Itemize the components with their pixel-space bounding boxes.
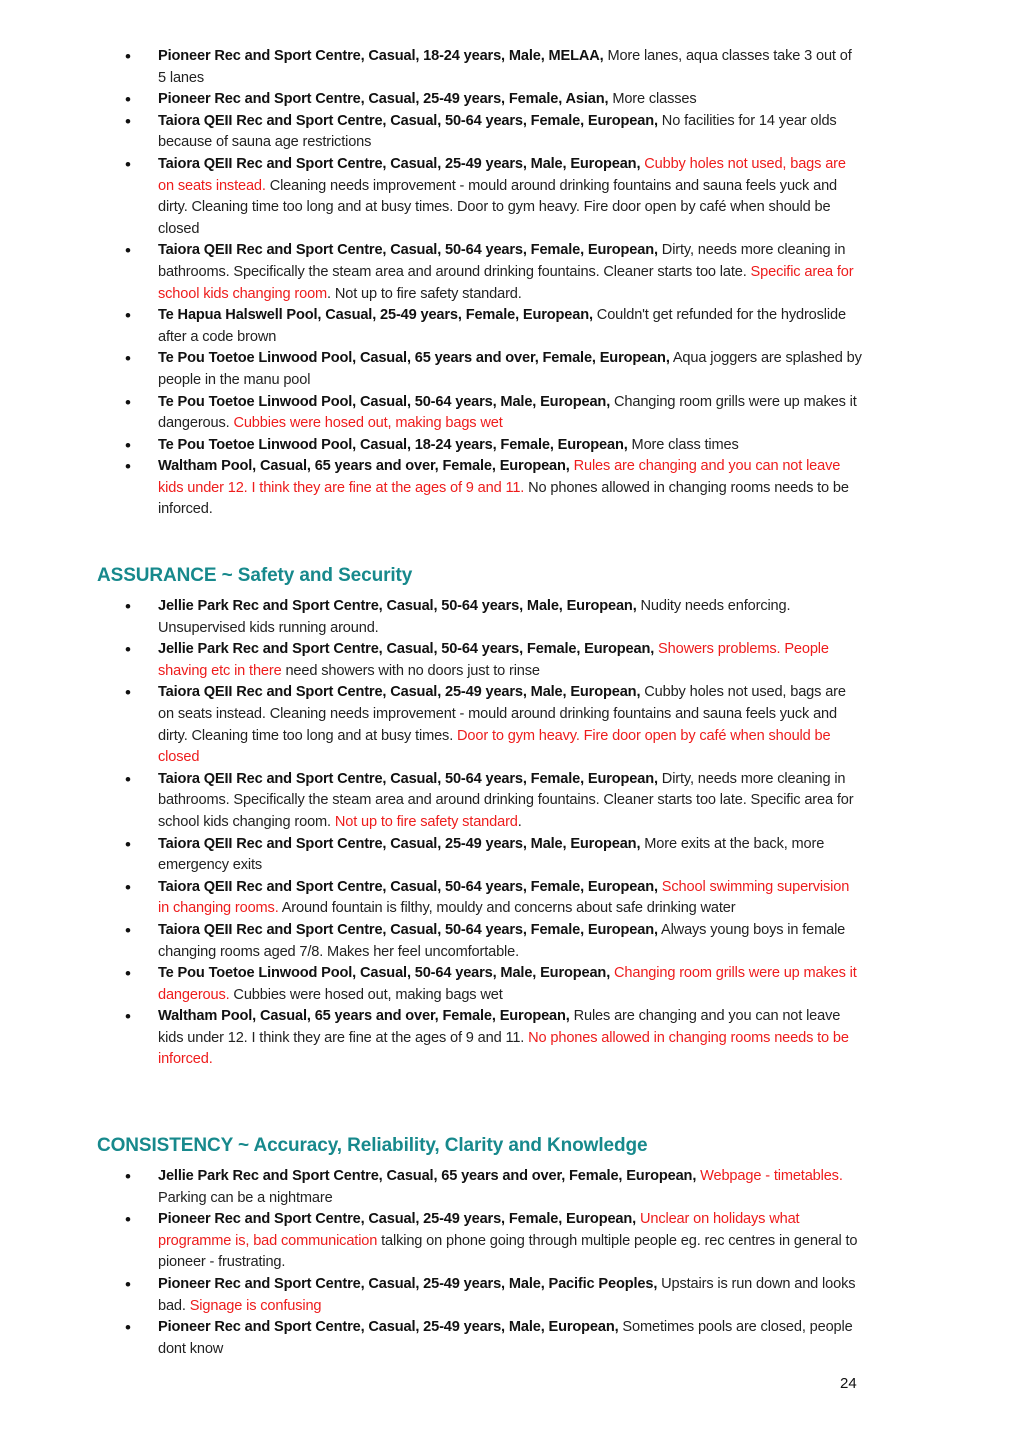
section-heading-assurance: ASSURANCE ~ Safety and Security [97, 565, 413, 586]
respondent-label: Te Hapua Halswell Pool, Casual, 25-49 years, Female, European, [158, 307, 593, 324]
list-item [125, 639, 863, 682]
list-item [125, 1166, 863, 1209]
comment-text: . [517, 813, 522, 830]
comment-text: Couldn't get refunded for the hydroslide after a code brown [158, 307, 846, 345]
respondent-label: Pioneer Rec and Sport Centre, Casual, 25-49 years, Male, European, [158, 1319, 619, 1336]
respondent-label: Taiora QEII Rec and Sport Centre, Casual, 50-64 years, Female, European, [158, 112, 658, 129]
list-item [125, 769, 863, 834]
respondent-label: Taiora QEII Rec and Sport Centre, Casual, 25-49 years, Male, European, [158, 155, 641, 172]
respondent-label: Jellie Park Rec and Sport Centre, Casual, 50-64 years, Male, European, [158, 598, 637, 614]
list-item [125, 456, 863, 521]
highlighted-comment: School swimming supervision in changing rooms. [158, 878, 850, 917]
comment-text: Sometimes pools are closed, people dont know [158, 1319, 853, 1357]
highlighted-comment: Changing room grills were up makes it dangerous. [158, 965, 857, 1003]
comment-text: Upstairs is run down and looks bad. [158, 1275, 856, 1314]
comment-text: talking on phone going through multiple people eg. rec centres in general to pioneer - frustrating. [158, 1232, 858, 1271]
respondent-label: Taiora QEII Rec and Sport Centre, Casual, 50-64 years, Female, European, [158, 770, 658, 787]
respondent-label: Pioneer Rec and Sport Centre, Casual, 18-24 years, Male, MELAA, [158, 48, 604, 64]
highlighted-comment: Signage is confusing [189, 1297, 322, 1314]
comment-text: Rules are changing and you can not leave kids under 12. I think they are fine at the ages of 9 and 11. [158, 1008, 841, 1046]
highlighted-comment: Showers problems. People shaving etc in there [158, 641, 829, 679]
highlighted-comment: Cubby holes not used, bags are on seats instead. [158, 155, 846, 194]
highlighted-comment: Rules are changing and you can not leave kids under 12. I think they are fine at the ages of 9 and 11. [158, 458, 841, 496]
section-heading-consistency: CONSISTENCY ~ Accuracy, Reliability, Clarity and Knowledge [97, 1135, 648, 1156]
list-item [125, 89, 863, 111]
comment-text: Cleaning needs improvement - mould around drinking fountains and sauna feels yuck and dirty. Cleaning time too long and at busy times. Door to gym heavy. Fire door open by café when should be closed [158, 177, 838, 237]
list-item [125, 154, 863, 240]
respondent-label: Taiora QEII Rec and Sport Centre, Casual, 50-64 years, Female, European, [158, 921, 658, 938]
comment-text: More exits at the back, more emergency exits [158, 835, 825, 874]
comment-text: More lanes, aqua classes take 3 out of 5 lanes [158, 48, 852, 86]
highlighted-comment: Door to gym heavy. Fire door open by café when should be closed [158, 727, 831, 766]
comment-text: Aqua joggers are splashed by people in the manu pool [158, 350, 862, 388]
list-item [125, 1317, 863, 1360]
respondent-label: Taiora QEII Rec and Sport Centre, Casual, 50-64 years, Female, European, [158, 878, 658, 895]
list-item [125, 435, 863, 457]
list-item [125, 1006, 863, 1071]
feedback-list-assurance [125, 596, 863, 1071]
list-item [125, 111, 863, 154]
list-item [125, 877, 863, 920]
list-item [125, 596, 863, 639]
list-item [125, 348, 863, 391]
list-item [125, 963, 863, 1006]
comment-text: Changing room grills were up makes it dangerous. [158, 393, 857, 432]
respondent-label: Waltham Pool, Casual, 65 years and over, Female, European, [158, 458, 570, 475]
feedback-list-consistency [125, 1166, 863, 1360]
comment-text: need showers with no doors just to rinse [281, 662, 540, 679]
comment-text: Always young boys in female changing rooms aged 7/8. Makes her feel uncomfortable. [158, 921, 846, 960]
respondent-label: Jellie Park Rec and Sport Centre, Casual, 50-64 years, Female, European, [158, 641, 655, 658]
respondent-label: Te Pou Toetoe Linwood Pool, Casual, 18-24 years, Female, European, [158, 436, 628, 453]
list-item [125, 392, 863, 435]
respondent-label: Te Pou Toetoe Linwood Pool, Casual, 50-64 years, Male, European, [158, 965, 611, 982]
comment-text: No facilities for 14 year olds because of sauna age restrictions [158, 112, 837, 151]
respondent-label: Taiora QEII Rec and Sport Centre, Casual, 25-49 years, Male, European, [158, 684, 641, 701]
highlighted-comment: Unclear on holidays what programme is, bad communication [158, 1211, 800, 1249]
comment-text: No phones allowed in changing rooms needs to be inforced. [158, 479, 849, 518]
respondent-label: Te Pou Toetoe Linwood Pool, Casual, 65 years and over, Female, European, [158, 350, 670, 367]
comment-text: Parking can be a nightmare [158, 1189, 333, 1206]
respondent-label: Jellie Park Rec and Sport Centre, Casual, 65 years and over, Female, European, [158, 1168, 697, 1184]
highlighted-comment: No phones allowed in changing rooms needs to be inforced. [158, 1029, 849, 1068]
list-item [125, 305, 863, 348]
comment-text: . Not up to fire safety standard. [327, 285, 522, 302]
respondent-label: Taiora QEII Rec and Sport Centre, Casual, 50-64 years, Female, European, [158, 242, 658, 259]
highlighted-comment: Specific area for school kids changing room [158, 263, 854, 302]
comment-text: Nudity needs enforcing. Unsupervised kids running around. [158, 598, 791, 636]
list-item [125, 46, 863, 89]
respondent-label: Taiora QEII Rec and Sport Centre, Casual, 25-49 years, Male, European, [158, 835, 641, 852]
respondent-label: Waltham Pool, Casual, 65 years and over, Female, European, [158, 1008, 570, 1025]
list-item [125, 920, 863, 963]
comment-text: Dirty, needs more cleaning in bathrooms. Specifically the steam area and around drinking fountains. Cleaner starts too late. [158, 242, 846, 280]
highlighted-comment: Cubbies were hosed out, making bags wet [233, 415, 503, 432]
highlighted-comment: Not up to fire safety standard [334, 813, 518, 830]
comment-text: Cubbies were hosed out, making bags wet [229, 986, 503, 1003]
list-item [125, 682, 863, 768]
list-item [125, 1209, 863, 1274]
respondent-label: Pioneer Rec and Sport Centre, Casual, 25-49 years, Female, European, [158, 1211, 637, 1228]
list-item [125, 834, 863, 877]
list-item [125, 1274, 863, 1317]
feedback-list-continued [125, 46, 863, 521]
respondent-label: Pioneer Rec and Sport Centre, Casual, 25-49 years, Female, Asian, [158, 91, 609, 108]
page-number: 24 [840, 1375, 857, 1392]
respondent-label: Pioneer Rec and Sport Centre, Casual, 25-49 years, Male, Pacific Peoples, [158, 1275, 658, 1292]
comment-text: More classes [608, 91, 697, 108]
comment-text: More class times [627, 436, 739, 453]
highlighted-comment: Webpage - timetables. [696, 1168, 843, 1184]
list-item [125, 240, 863, 305]
comment-text: Dirty, needs more cleaning in bathrooms. Specifically the steam area and around drinking fountains. Cleaner starts too late. Specific area for school kids changing room. [158, 770, 854, 830]
comment-text: Cubby holes not used, bags are on seats instead. Cleaning needs improvement - mould around drinking fountains and sauna feels yuck and dirty. Cleaning time too long and at busy times. [158, 684, 846, 744]
comment-text: Around fountain is filthy, mouldy and concerns about safe drinking water [278, 900, 736, 917]
respondent-label: Te Pou Toetoe Linwood Pool, Casual, 50-64 years, Male, European, [158, 393, 611, 410]
